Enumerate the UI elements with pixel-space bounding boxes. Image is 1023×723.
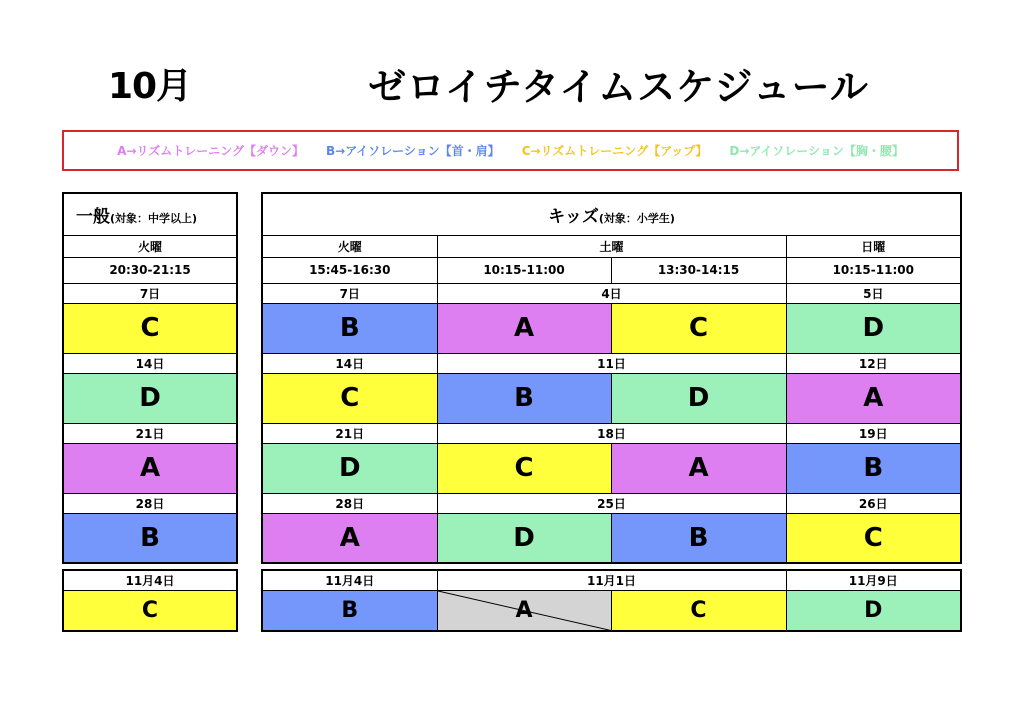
kids-date-tue: 21日 bbox=[262, 423, 437, 443]
page-title: ゼロイチタイムスケジュール bbox=[368, 65, 869, 109]
month-label: 10月 bbox=[108, 66, 192, 107]
kids-date-sun: 19日 bbox=[786, 423, 961, 443]
general-day: 火曜 bbox=[63, 235, 237, 257]
general-title: 一般 bbox=[76, 206, 110, 227]
kids-time-sun: 10:15-11:00 bbox=[786, 257, 961, 283]
kids-schedule-table bbox=[261, 192, 962, 564]
general-date: 7日 bbox=[63, 283, 237, 303]
general-class-cell: A bbox=[63, 443, 237, 493]
kids-date-sun: 12日 bbox=[786, 353, 961, 373]
kids-date-sun: 5日 bbox=[786, 283, 961, 303]
kids-heading bbox=[262, 193, 961, 235]
general-class-cell: C bbox=[63, 303, 237, 353]
general-schedule-table bbox=[62, 192, 238, 564]
kids-extra-class: A bbox=[515, 597, 533, 623]
kids-time-sat1: 10:15-11:00 bbox=[437, 257, 611, 283]
general-extra-date: 11月4日 bbox=[63, 570, 237, 590]
kids-class-cell: A bbox=[262, 513, 437, 563]
kids-date-tue: 14日 bbox=[262, 353, 437, 373]
kids-target: (対象：小学生) bbox=[598, 211, 675, 225]
kids-class-cell: A bbox=[786, 373, 961, 423]
kids-class-cell: C bbox=[262, 373, 437, 423]
general-heading bbox=[63, 193, 237, 235]
kids-day-sat: 土曜 bbox=[437, 235, 786, 257]
general-class-cell: B bbox=[63, 513, 237, 563]
kids-date-sat: 4日 bbox=[437, 283, 786, 303]
general-date: 28日 bbox=[63, 493, 237, 513]
kids-class-cell: B bbox=[786, 443, 961, 493]
general-extra-class: C bbox=[63, 590, 237, 631]
general-date: 14日 bbox=[63, 353, 237, 373]
general-date: 21日 bbox=[63, 423, 237, 443]
kids-extra-date-tue: 11月4日 bbox=[262, 570, 437, 590]
kids-class-cell: C bbox=[611, 303, 786, 353]
kids-class-cell: D bbox=[786, 303, 961, 353]
kids-extra-class: B bbox=[262, 590, 437, 631]
kids-class-cell: A bbox=[611, 443, 786, 493]
kids-extra-date-sat: 11月1日 bbox=[437, 570, 786, 590]
general-target: (対象：中学以上) bbox=[110, 211, 198, 225]
kids-class-cell: A bbox=[437, 303, 611, 353]
kids-title: キッズ bbox=[548, 206, 599, 227]
kids-extra-class: C bbox=[611, 590, 786, 631]
kids-class-cell: D bbox=[437, 513, 611, 563]
legend-item-b: B→アイソレーション【首・肩】 bbox=[326, 144, 500, 158]
kids-date-sun: 26日 bbox=[786, 493, 961, 513]
kids-class-cell: B bbox=[437, 373, 611, 423]
kids-date-sat: 25日 bbox=[437, 493, 786, 513]
legend-item-d: D→アイソレーション【胸・腰】 bbox=[729, 144, 904, 158]
kids-extra-table bbox=[261, 569, 962, 632]
kids-date-tue: 28日 bbox=[262, 493, 437, 513]
kids-extra-date-sun: 11月9日 bbox=[786, 570, 961, 590]
kids-time-tue: 15:45-16:30 bbox=[262, 257, 437, 283]
kids-extra-cancelled-cell bbox=[437, 590, 611, 631]
legend-box bbox=[62, 130, 959, 171]
legend-item-a: A→リズムトレーニング【ダウン】 bbox=[117, 144, 305, 158]
kids-class-cell: C bbox=[437, 443, 611, 493]
kids-extra-class: D bbox=[786, 590, 961, 631]
general-time: 20:30-21:15 bbox=[63, 257, 237, 283]
kids-class-cell: C bbox=[786, 513, 961, 563]
kids-class-cell: B bbox=[611, 513, 786, 563]
kids-day-tue: 火曜 bbox=[262, 235, 437, 257]
kids-class-cell: D bbox=[611, 373, 786, 423]
kids-day-sun: 日曜 bbox=[786, 235, 961, 257]
general-extra-table bbox=[62, 569, 238, 632]
kids-date-sat: 11日 bbox=[437, 353, 786, 373]
kids-date-sat: 18日 bbox=[437, 423, 786, 443]
general-class-cell: D bbox=[63, 373, 237, 423]
kids-class-cell: D bbox=[262, 443, 437, 493]
kids-time-sat2: 13:30-14:15 bbox=[611, 257, 786, 283]
kids-date-tue: 7日 bbox=[262, 283, 437, 303]
kids-class-cell: B bbox=[262, 303, 437, 353]
legend-item-c: C→リズムトレーニング【アップ】 bbox=[521, 144, 708, 158]
